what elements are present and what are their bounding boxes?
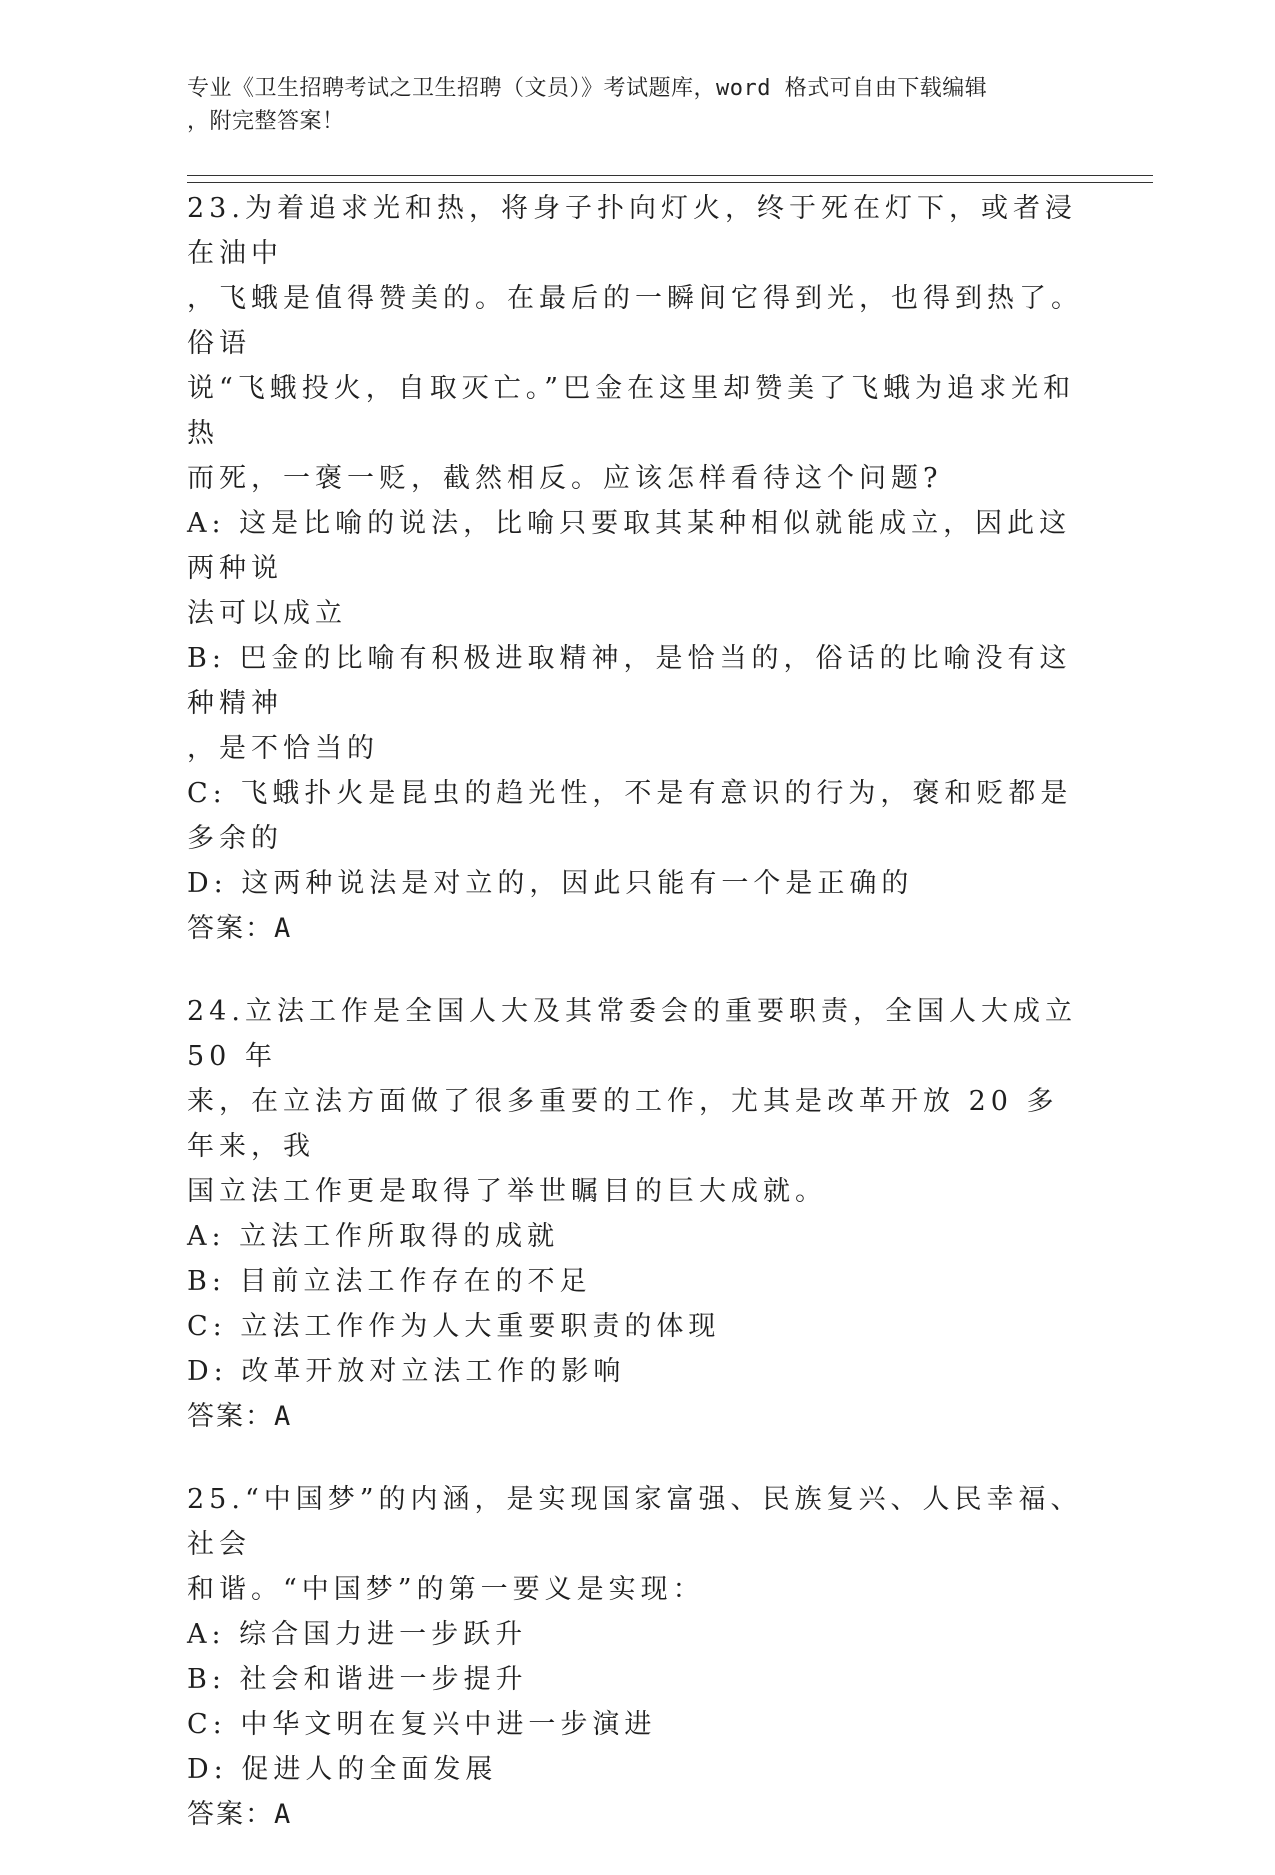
answer-option — [187, 771, 1087, 861]
header-line-1: 专业《卫生招聘考试之卫生招聘（文员）》考试题库，word 格式可自由下载编辑 — [187, 76, 988, 101]
answer-option-line: C: 立法工作作为人大重要职责的体现 — [187, 1311, 721, 1342]
answer-value: A — [274, 913, 293, 944]
question-stem-line: 说“飞蛾投火，自取灭亡。”巴金在这里却赞美了飞蛾为追求光和热 — [187, 373, 1076, 449]
header-divider-bottom — [187, 182, 1153, 183]
question-block — [187, 989, 1087, 1439]
answer-option-line: D: 这两种说法是对立的，因此只能有一个是正确的 — [187, 868, 914, 899]
answer-option — [187, 1657, 1087, 1702]
question-list — [187, 186, 1087, 1875]
question-block — [187, 186, 1087, 951]
question-stem-line: 而死，一褒一贬，截然相反。应该怎样看待这个问题? — [187, 463, 943, 494]
answer-option-line: 法可以成立 — [187, 598, 347, 629]
answer-option-line: C: 飞蛾扑火是昆虫的趋光性，不是有意识的行为，褒和贬都是多余的 — [187, 778, 1073, 854]
question-stem-line: 24.立法工作是全国人大及其常委会的重要职责，全国人大成立 50 年 — [187, 996, 1077, 1072]
question-stem-line: 和谐。“中国梦”的第一要义是实现： — [187, 1574, 705, 1605]
answer-option — [187, 1304, 1087, 1349]
answer-option — [187, 1349, 1087, 1394]
header-line-2: ，附完整答案！ — [187, 109, 345, 134]
answer-value: A — [274, 1799, 293, 1830]
answer-option — [187, 1702, 1087, 1747]
answer-option-line: C: 中华文明在复兴中进一步演进 — [187, 1709, 657, 1740]
answer-label: 答案： — [187, 1401, 274, 1432]
answer-option-line: ，是不恰当的 — [187, 733, 379, 764]
answer-option — [187, 1259, 1087, 1304]
answer-key — [187, 1394, 1087, 1439]
question-stem-line: 25.“中国梦”的内涵，是实现国家富强、民族复兴、人民幸福、社会 — [187, 1484, 1083, 1560]
answer-option — [187, 1214, 1087, 1259]
answer-label: 答案： — [187, 1799, 274, 1830]
answer-option-line: B: 目前立法工作存在的不足 — [187, 1266, 592, 1297]
answer-option — [187, 501, 1087, 636]
answer-option — [187, 1612, 1087, 1657]
answer-option-line: A: 立法工作所取得的成就 — [187, 1221, 560, 1252]
document-header — [187, 72, 1067, 138]
answer-option — [187, 1747, 1087, 1792]
answer-option-line: B: 社会和谐进一步提升 — [187, 1664, 528, 1695]
answer-label: 答案： — [187, 913, 274, 944]
answer-option-line: B: 巴金的比喻有积极进取精神，是恰当的，俗话的比喻没有这种精神 — [187, 643, 1072, 719]
question-stem-line: ，飞蛾是值得赞美的。在最后的一瞬间它得到光，也得到热了。俗语 — [187, 283, 1083, 359]
answer-option — [187, 636, 1087, 771]
question-stem-line: 来，在立法方面做了很多重要的工作，尤其是改革开放 20 多年来，我 — [187, 1086, 1059, 1162]
answer-option — [187, 861, 1087, 906]
answer-option-line: D: 改革开放对立法工作的影响 — [187, 1356, 626, 1387]
answer-key — [187, 906, 1087, 951]
question-block — [187, 1477, 1087, 1837]
answer-value: A — [274, 1401, 293, 1432]
header-divider-top — [187, 175, 1153, 176]
question-stem-line: 国立法工作更是取得了举世瞩目的巨大成就。 — [187, 1176, 827, 1207]
answer-option-line: A: 这是比喻的说法，比喻只要取其某种相似就能成立，因此这两种说 — [187, 508, 1072, 584]
answer-key — [187, 1792, 1087, 1837]
answer-option-line: D: 促进人的全面发展 — [187, 1754, 498, 1785]
question-stem-line: 23.为着追求光和热，将身子扑向灯火，终于死在灯下，或者浸在油中 — [187, 193, 1077, 269]
answer-option-line: A: 综合国力进一步跃升 — [187, 1619, 528, 1650]
